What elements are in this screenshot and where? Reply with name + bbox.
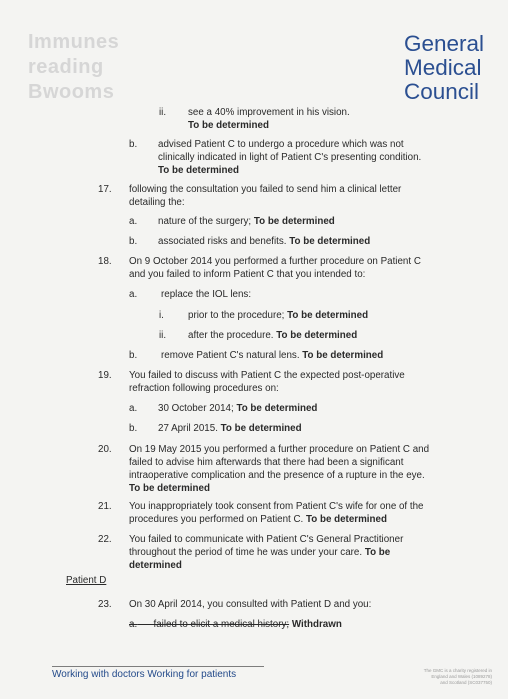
- status-tag: To be determined: [276, 330, 358, 341]
- item-text: 27 April 2015. To be determined: [158, 423, 302, 434]
- footer-divider: [52, 666, 264, 667]
- item-text: 30 October 2014; To be determined: [158, 403, 318, 414]
- item-number: b.: [129, 423, 138, 434]
- item-text: prior to the procedure; To be determined: [188, 310, 369, 321]
- item-number: b.: [129, 139, 138, 150]
- item-number: b.: [129, 236, 138, 247]
- status-tag: To be: [364, 547, 391, 558]
- paragraph-text: failed to advise him afterwards that there had been a significant: [129, 457, 404, 468]
- item-text: replace the IOL lens:: [161, 289, 252, 300]
- paragraph-text: On 19 May 2015 you performed a further procedure on Patient C and: [129, 444, 430, 455]
- item-number: i.: [159, 310, 164, 321]
- status-tag: To be determined: [289, 236, 371, 247]
- paragraph-text: procedures you performed on Patient C. To be determined: [129, 514, 387, 525]
- charity-notice: The GMC is a charity registered in England and Wales (1089278) and Scotland (SC037750): [423, 668, 492, 685]
- status-tag: To be determined: [188, 120, 269, 131]
- item-text: see a 40% improvement in his vision.: [188, 107, 350, 118]
- section-heading-patient-d: Patient D: [66, 575, 107, 586]
- item-text: remove Patient C's natural lens. To be determined: [161, 350, 384, 361]
- item-number: a.: [129, 289, 138, 300]
- status-tag: To be determined: [287, 310, 369, 321]
- footer-motto: Working with doctors Working for patients: [52, 669, 237, 680]
- status-tag: To be determined: [253, 216, 335, 227]
- withdrawn-item: a. failed to elicit a medical history; Withdrawn: [129, 619, 342, 630]
- status-tag: To be determined: [158, 165, 239, 176]
- item-number: a.: [129, 216, 138, 227]
- paragraph-text: You inappropriately took consent from Patient C's wife for one of the: [129, 501, 424, 512]
- status-tag: To be determined: [220, 423, 302, 434]
- item-text: advised Patient C to undergo a procedure which was not: [158, 139, 404, 150]
- paragraph-text: throughout the period of time he was under your care. To be: [129, 547, 391, 558]
- paragraph-number: 22.: [98, 534, 112, 545]
- status-tag: To be determined: [236, 403, 318, 414]
- item-text: nature of the surgery; To be determined: [158, 216, 335, 227]
- item-number: a.: [129, 403, 138, 414]
- paragraph-text: You failed to communicate with Patient C's General Practitioner: [129, 534, 404, 545]
- item-text: clinically indicated in light of Patient C's presenting condition.: [158, 152, 422, 163]
- status-tag: Withdrawn: [291, 619, 342, 630]
- item-text: associated risks and benefits. To be determined: [158, 236, 371, 247]
- item-number: ii.: [159, 330, 167, 341]
- item-number: b.: [129, 350, 138, 361]
- paragraph-number: 23.: [98, 599, 112, 610]
- paragraph-number: 20.: [98, 444, 112, 455]
- item-text: after the procedure. To be determined: [188, 330, 358, 341]
- gmc-logo: General Medical Council: [404, 31, 485, 104]
- bleed-through-text: Immunes reading Bwooms: [28, 31, 120, 103]
- paragraph-text: refraction following procedures on:: [129, 383, 279, 394]
- item-number: ii.: [159, 107, 167, 118]
- paragraph-number: 17.: [98, 184, 112, 195]
- paragraph-number: 18.: [98, 256, 112, 267]
- paragraph-text: On 9 October 2014 you performed a further procedure on Patient C: [129, 256, 421, 267]
- status-tag: To be determined: [302, 350, 384, 361]
- status-tag: determined: [129, 560, 182, 571]
- paragraph-text: intraoperative complication and the presence of a rupture in the eye.: [129, 470, 425, 481]
- paragraph-number: 21.: [98, 501, 112, 512]
- status-tag: To be determined: [129, 483, 210, 494]
- paragraph-text: detailing the:: [129, 197, 185, 208]
- status-tag: To be determined: [306, 514, 387, 525]
- paragraph-text: You failed to discuss with Patient C the expected post-operative: [129, 370, 405, 381]
- paragraph-text: and you failed to inform Patient C that you intended to:: [129, 269, 366, 280]
- paragraph-number: 19.: [98, 370, 112, 381]
- paragraph-text: following the consultation you failed to send him a clinical letter: [129, 184, 402, 195]
- paragraph-text: On 30 April 2014, you consulted with Patient D and you:: [129, 599, 372, 610]
